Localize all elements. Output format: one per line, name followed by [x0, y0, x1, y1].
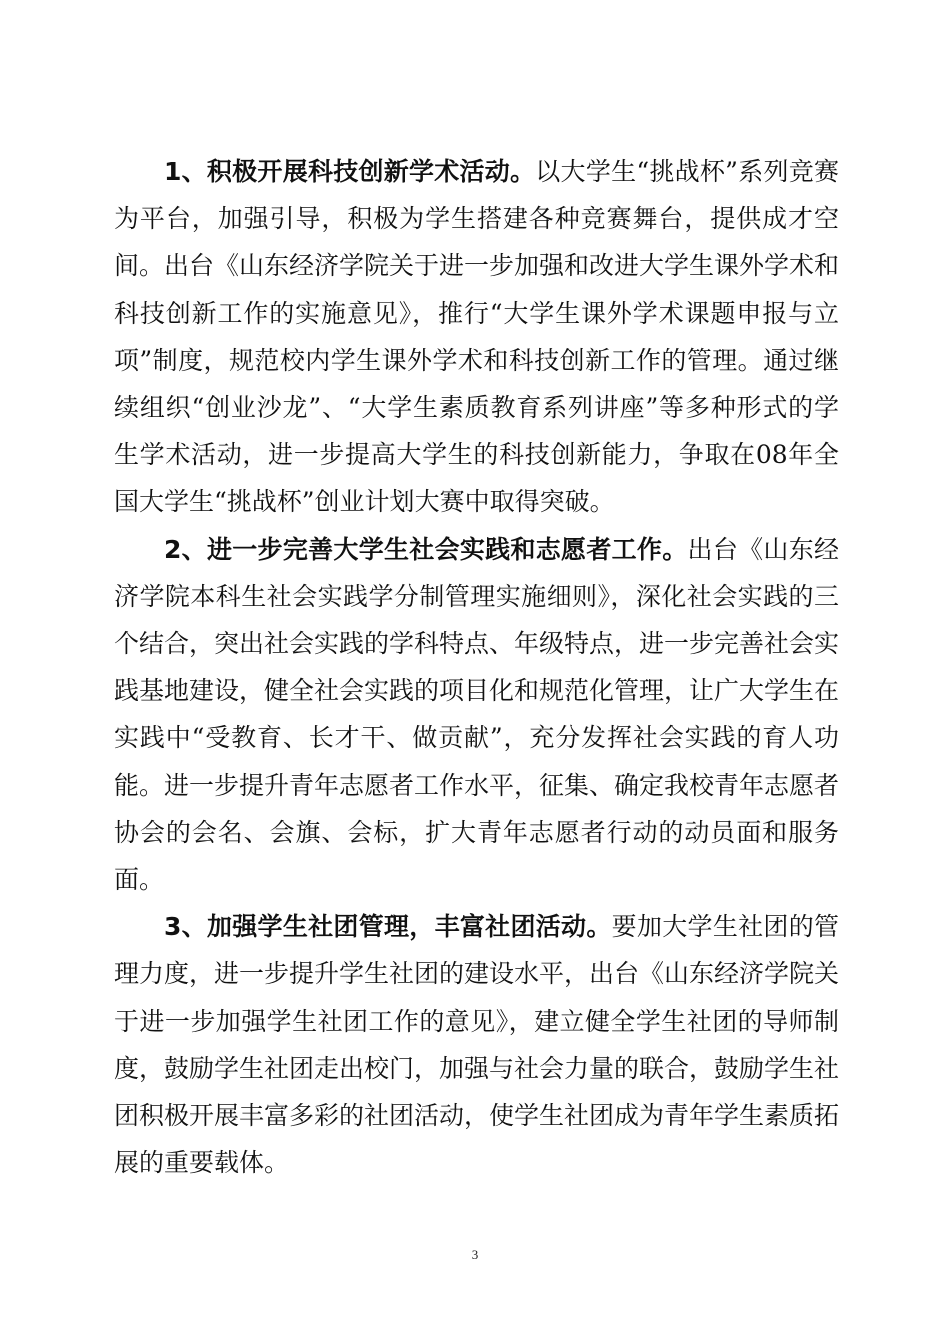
- paragraph-1-heading: 1、积极开展科技创新学术活动。: [164, 157, 536, 186]
- document-body: [114, 148, 839, 1186]
- page-number: 3: [471, 1247, 479, 1262]
- paragraph-3: [114, 903, 839, 1186]
- paragraph-3-text: 要加大学生社团的管理力度，进一步提升学生社团的建设水平，出台《山东经济学院关于进一步加强学生社团工作的意见》，建立健全学生社团的导师制度，鼓励学生社团走出校门，加强与社会力量的联合，鼓励学生社团积极开展丰富多彩的社团活动，使学生社团成为青年学生素质拓展的重要载体。: [114, 912, 840, 1178]
- paragraph-1: [114, 148, 839, 526]
- paragraph-3-heading: 3、加强学生社团管理，丰富社团活动。: [164, 912, 612, 942]
- paragraph-2-heading: 2、进一步完善大学生社会实践和志愿者工作。: [164, 534, 688, 564]
- paragraph-2: [114, 526, 839, 904]
- paragraph-2-text: 出台《山东经济学院本科生社会实践学分制管理实施细则》，深化社会实践的三个结合，突出社会实践的学科特点、年级特点，进一步完善社会实践基地建设，健全社会实践的项目化和规范化管理，让广大学生在实践中“受教育、长才干、做贡献”，充分发挥社会实践的育人功能。进一步提升青年志愿者工作水平，征集、确定我校青年志愿者协会的会名、会旗、会标，扩大青年志愿者行动的动员面和服务面。: [114, 534, 840, 895]
- paragraph-1-text: 以大学生“挑战杯”系列竞赛为平台，加强引导，积极为学生搭建各种竞赛舞台，提供成才空间。出台《山东经济学院关于进一步加强和改进大学生课外学术和科技创新工作的实施意见》，推行“大学生课外学术课题申报与立项”制度，规范校内学生课外学术和科技创新工作的管理。通过继续组织“创业沙龙”、“大学生素质教育系列讲座”等多种形式的学生学术活动，进一步提高大学生的科技创新能力，争取在08年全国大学生“挑战杯”创业计划大赛中取得突破。: [114, 157, 840, 517]
